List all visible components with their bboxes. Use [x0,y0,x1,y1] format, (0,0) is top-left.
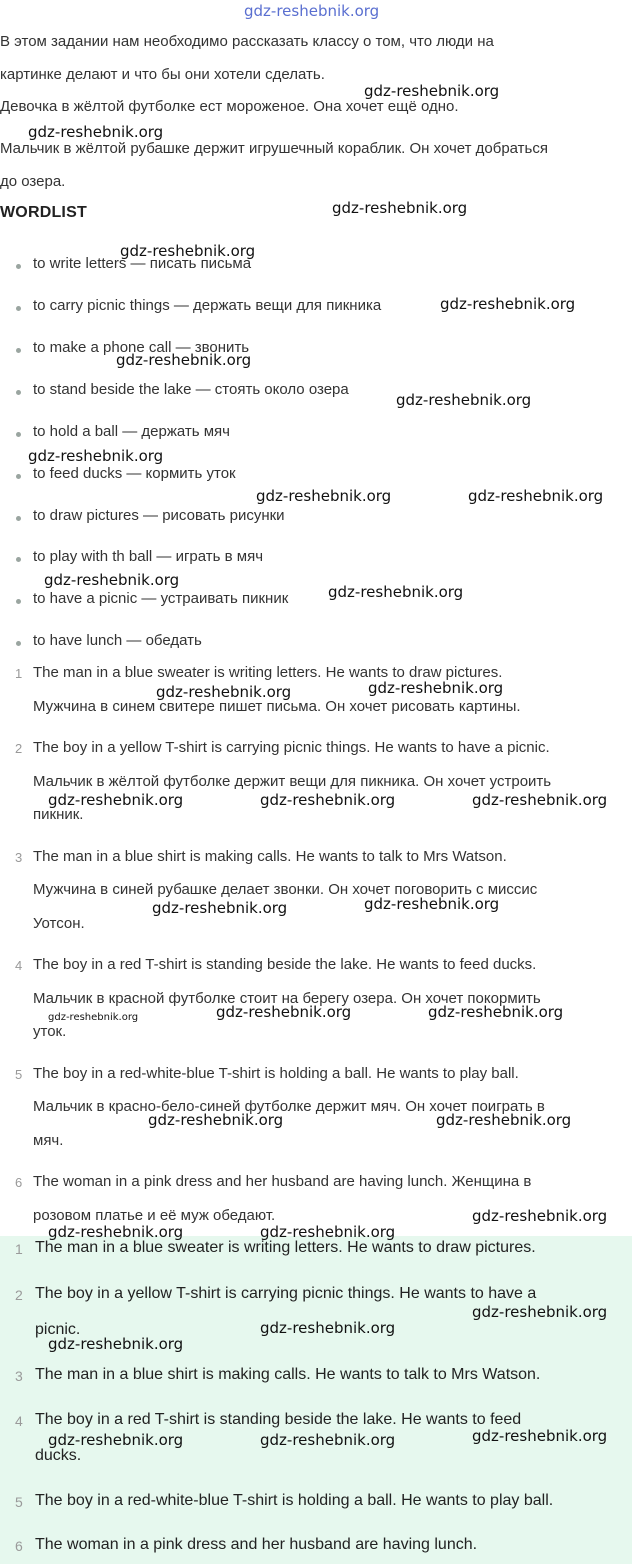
answer-line: Мальчик в красной футболке стоит на берегу озера. Он хочет покормить [33,990,541,1007]
answer-line: The boy in a red T-shirt is standing beside the lake. He wants to feed ducks. [33,956,537,973]
watermark: gdz-reshebnik.org [28,123,164,141]
highlight-line: The boy in a red-white-blue T-shirt is holding a ball. He wants to play ball. [35,1492,554,1509]
watermark: gdz-reshebnik.org [368,679,504,697]
intro-line: Девочка в жёлтой футболке ест мороженое. Она хочет ещё одно. [0,98,459,115]
watermark: gdz-reshebnik.org [48,791,184,809]
answer-line: The woman in a pink dress and her husband are having lunch. Женщина в [33,1173,532,1190]
watermark: gdz-reshebnik.org [48,1335,184,1353]
answer-line: уток. [33,1023,67,1040]
answer-line: мяч. [33,1132,64,1149]
highlight-number: 2 [15,1287,23,1303]
bullet-icon [16,264,21,269]
bullet-icon [16,599,21,604]
answer-line: The man in a blue shirt is making calls. He wants to talk to Mrs Watson. [33,848,507,865]
highlight-line: The man in a blue shirt is making calls. He wants to talk to Mrs Watson. [35,1366,541,1383]
watermark: gdz-reshebnik.org [472,1303,608,1321]
bullet-icon [16,557,21,562]
watermark: gdz-reshebnik.org [256,487,392,505]
highlight-number: 5 [15,1494,23,1510]
watermark: gdz-reshebnik.org [364,895,500,913]
watermark: gdz-reshebnik.org [440,295,576,313]
watermark: gdz-reshebnik.org [436,1111,572,1129]
watermark: gdz-reshebnik.org [396,391,532,409]
bullet-icon [16,641,21,646]
bullet-icon [16,432,21,437]
watermark: gdz-reshebnik.org [428,1003,564,1021]
answer-number: 1 [15,666,23,681]
answer-number: 3 [15,850,23,865]
answer-number: 2 [15,741,23,756]
highlight-number: 3 [15,1368,23,1384]
answer-line: Мужчина в синем свитере пишет письма. Он хочет рисовать картины. [33,698,521,715]
watermark: gdz-reshebnik.org [116,351,252,369]
highlight-line: The woman in a pink dress and her husband are having lunch. [35,1536,478,1553]
watermark: gdz-reshebnik.org [260,791,396,809]
wordlist-item: to play with th ball — играть в мяч [33,548,264,565]
watermark: gdz-reshebnik.org [260,1431,396,1449]
watermark: gdz-reshebnik.org [216,1003,352,1021]
highlight-line: picnic. [35,1321,81,1338]
watermark: gdz-reshebnik.org [332,199,468,217]
wordlist-item: to have a picnic — устраивать пикник [33,590,289,607]
watermark: gdz-reshebnik.org [244,2,380,20]
wordlist-item: to have lunch — обедать [33,632,202,649]
bullet-icon [16,306,21,311]
wordlist-item: to make a phone call — звонить [33,339,250,356]
watermark: gdz-reshebnik.org [328,583,464,601]
answer-line: The boy in a red-white-blue T-shirt is holding a ball. He wants to play ball. [33,1065,519,1082]
wordlist-item: to feed ducks — кормить уток [33,465,236,482]
highlight-number: 6 [15,1538,23,1554]
wordlist-title: WORDLIST [0,204,87,221]
bullet-icon [16,348,21,353]
bullet-icon [16,516,21,521]
highlight-number: 4 [15,1413,23,1429]
answer-number: 5 [15,1067,23,1082]
watermark: gdz-reshebnik.org [48,1223,184,1241]
watermark: gdz-reshebnik.org [148,1111,284,1129]
bullet-icon [16,474,21,479]
answer-line: Уотсон. [33,915,85,932]
highlight-line: The boy in a yellow T-shirt is carrying picnic things. He wants to have a [35,1285,537,1302]
watermark: gdz-reshebnik.org [28,447,164,465]
watermark: gdz-reshebnik.org [120,242,256,260]
wordlist-item: to carry picnic things — держать вещи для пикника [33,297,382,314]
watermark: gdz-reshebnik.org [472,1427,608,1445]
answer-number: 6 [15,1175,23,1190]
watermark: gdz-reshebnik.org [156,683,292,701]
watermark: gdz-reshebnik.org [44,571,180,589]
answer-line: пикник. [33,806,84,823]
answer-line: розовом платье и её муж обедают. [33,1207,276,1224]
answer-line: Мальчик в красно-бело-синей футболке держит мяч. Он хочет поиграть в [33,1098,545,1115]
intro-line: В этом задании нам необходимо рассказать классу о том, что люди на [0,33,494,50]
answer-line: The man in a blue sweater is writing letters. He wants to draw pictures. [33,664,503,681]
intro-line: Мальчик в жёлтой рубашке держит игрушечный кораблик. Он хочет добраться [0,140,548,157]
watermark: gdz-reshebnik.org [468,487,604,505]
wordlist-item: to hold a ball — держать мяч [33,423,230,440]
watermark: gdz-reshebnik.org [48,1012,139,1023]
watermark: gdz-reshebnik.org [472,1207,608,1225]
highlight-line: The boy in a red T-shirt is standing beside the lake. He wants to feed [35,1411,522,1428]
answer-number: 4 [15,958,23,973]
watermark: gdz-reshebnik.org [364,82,500,100]
wordlist-item: to write letters — писать письма [33,255,252,272]
intro-line: картинке делают и что бы они хотели сделать. [0,66,325,83]
answer-line: Мужчина в синей рубашке делает звонки. Он хочет поговорить с миссис [33,881,538,898]
watermark: gdz-reshebnik.org [472,791,608,809]
highlight-line: ducks. [35,1447,82,1464]
wordlist-item: to stand beside the lake — стоять около озера [33,381,349,398]
watermark: gdz-reshebnik.org [260,1319,396,1337]
watermark: gdz-reshebnik.org [152,899,288,917]
answer-line: The boy in a yellow T-shirt is carrying picnic things. He wants to have a picnic. [33,739,550,756]
highlight-line: The man in a blue sweater is writing letters. He wants to draw pictures. [35,1239,536,1256]
watermark: gdz-reshebnik.org [48,1431,184,1449]
wordlist-item: to draw pictures — рисовать рисунки [33,507,285,524]
answer-line: Мальчик в жёлтой футболке держит вещи для пикника. Он хочет устроить [33,773,552,790]
bullet-icon [16,390,21,395]
intro-line: до озера. [0,173,66,190]
watermark: gdz-reshebnik.org [260,1223,396,1241]
highlight-number: 1 [15,1241,23,1257]
